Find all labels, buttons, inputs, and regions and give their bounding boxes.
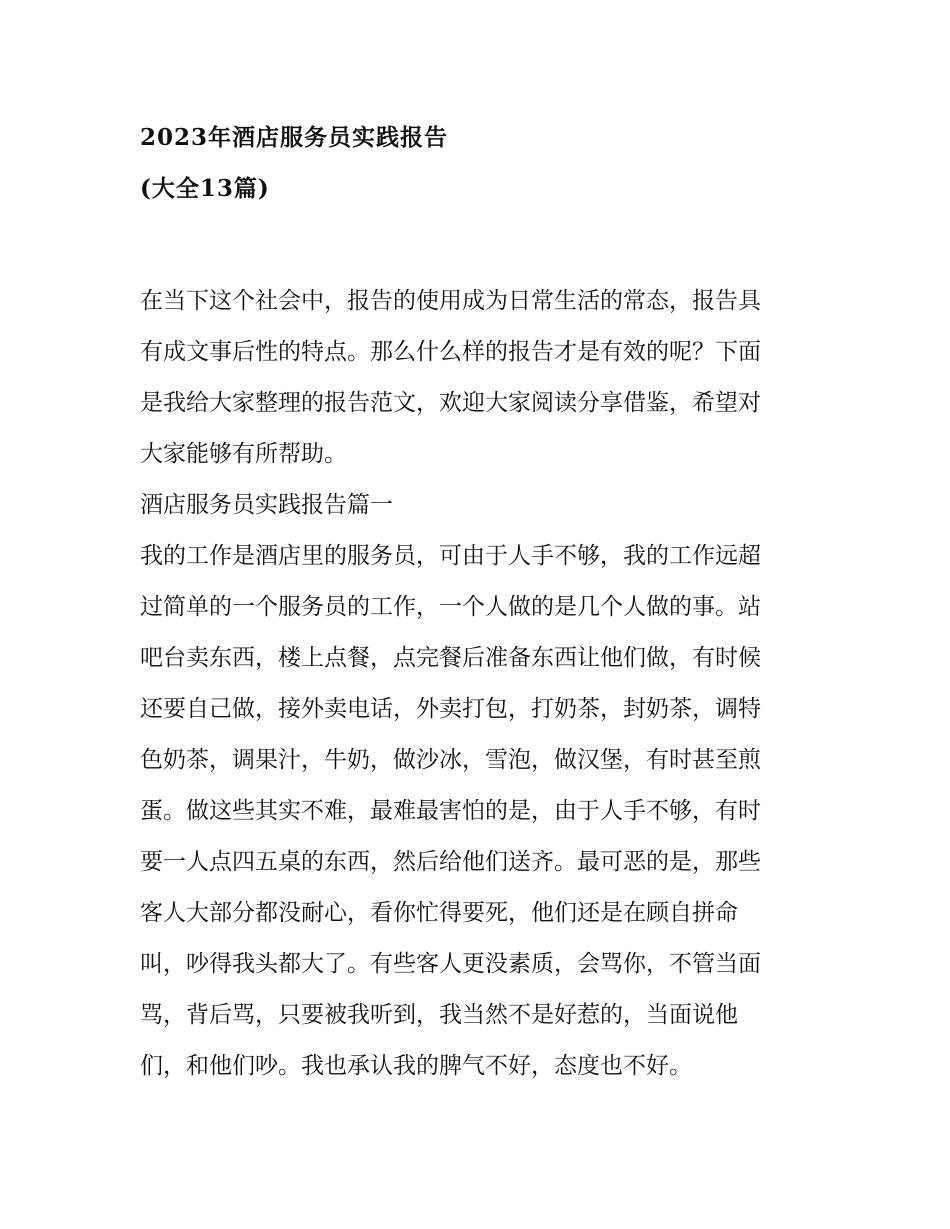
intro-line: 大家能够有所帮助。 <box>140 441 347 467</box>
section-line: 们，和他们吵。我也承认我的脾气不好，态度也不好。 <box>140 1053 692 1079</box>
intro-line: 在当下这个社会中，报告的使用成为日常生活的常态，报告具 <box>140 288 761 314</box>
title-line-1: 2023年酒店服务员实践报告 <box>140 124 449 151</box>
intro-line: 有成文事后性的特点。那么什么样的报告才是有效的呢？下面 <box>140 339 761 365</box>
intro-line: 是我给大家整理的报告范文，欢迎大家阅读分享借鉴，希望对 <box>140 390 761 416</box>
section-line: 色奶茶，调果汁，牛奶，做沙冰，雪泡，做汉堡，有时甚至煎 <box>140 747 761 773</box>
section-line: 蛋。做这些其实不难，最难最害怕的是，由于人手不够，有时 <box>140 798 761 824</box>
section-line: 客人大部分都没耐心，看你忙得要死，他们还是在顾自拼命 <box>140 900 738 926</box>
section-heading: 酒店服务员实践报告篇一 <box>140 492 393 518</box>
document-title <box>140 112 820 214</box>
section-line: 叫，吵得我头都大了。有些客人更没素质，会骂你，不管当面 <box>140 951 761 977</box>
section-line: 吧台卖东西，楼上点餐，点完餐后准备东西让他们做，有时候 <box>140 645 761 671</box>
section-line: 还要自己做，接外卖电话，外卖打包，打奶茶，封奶茶，调特 <box>140 696 761 722</box>
section-line: 骂，背后骂，只要被我听到，我当然不是好惹的，当面说他 <box>140 1002 738 1028</box>
document-body <box>140 276 820 1092</box>
section-line: 过简单的一个服务员的工作，一个人做的是几个人做的事。站 <box>140 594 761 620</box>
section-line: 要一人点四五桌的东西，然后给他们送齐。最可恶的是，那些 <box>140 849 761 875</box>
title-line-2: (大全13篇) <box>140 175 270 202</box>
section-line: 我的工作是酒店里的服务员，可由于人手不够，我的工作远超 <box>140 543 761 569</box>
section-paragraph <box>140 531 820 1092</box>
intro-paragraph <box>140 276 820 480</box>
